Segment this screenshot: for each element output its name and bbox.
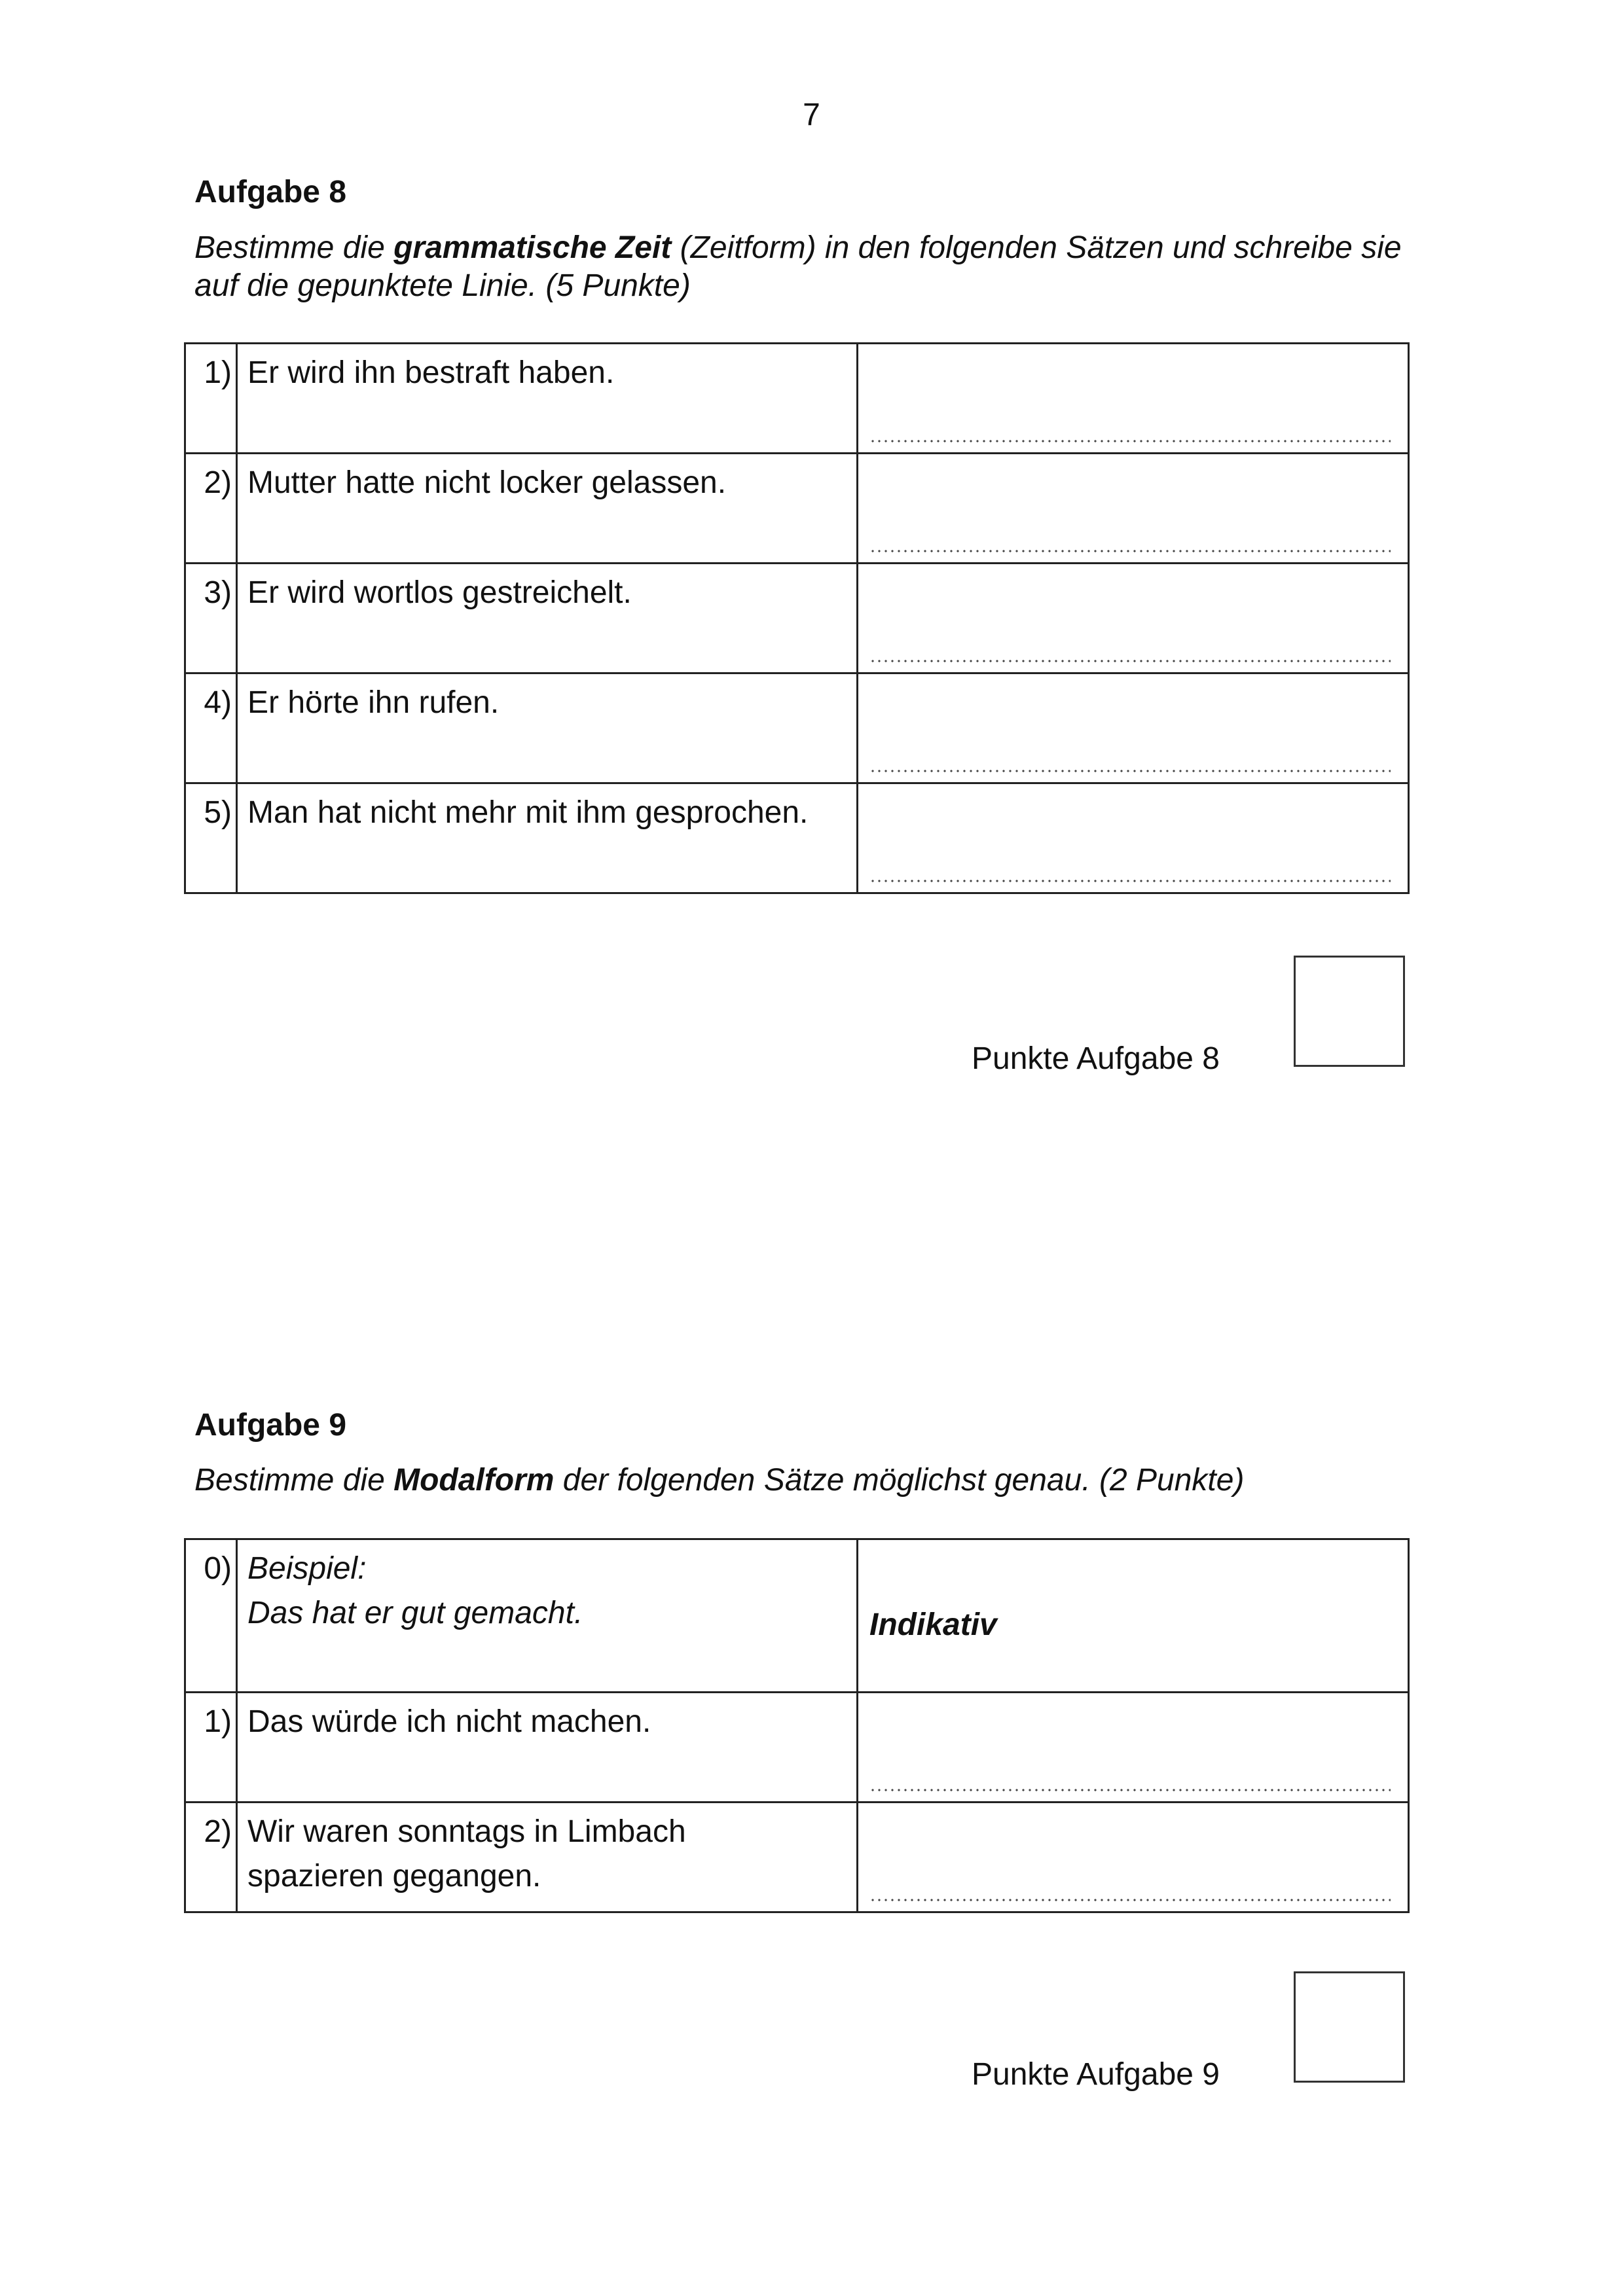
table-row — [185, 1693, 1409, 1803]
row-number: 0) — [185, 1539, 237, 1693]
example-label: Beispiel: — [247, 1551, 367, 1586]
answer-field[interactable] — [858, 454, 1409, 564]
page-number: 7 — [803, 98, 820, 132]
answer-field[interactable] — [858, 344, 1409, 454]
task8-instruction-bold: grammatische Zeit — [393, 230, 672, 265]
example-row — [185, 1539, 1409, 1693]
answer-field[interactable] — [858, 1693, 1409, 1803]
table-row — [185, 344, 1409, 454]
answer-field[interactable] — [858, 564, 1409, 673]
task8-instruction — [194, 229, 1438, 305]
answer-field[interactable] — [858, 783, 1409, 893]
task8-table — [184, 342, 1410, 894]
sentence: Er hörte ihn rufen. — [237, 673, 858, 783]
task9-table — [184, 1538, 1410, 1913]
task8-heading: Aufgabe 8 — [194, 175, 347, 209]
sentence: Er wird ihn bestraft haben. — [237, 344, 858, 454]
task9-points-label: Punkte Aufgabe 9 — [972, 2057, 1220, 2092]
sentence — [237, 1803, 858, 1912]
dotted-answer-line — [869, 549, 1391, 553]
row-number: 5) — [185, 783, 237, 893]
task8-points-label: Punkte Aufgabe 8 — [972, 1041, 1220, 1076]
task8-points-box[interactable] — [1294, 956, 1405, 1067]
row-number: 2) — [185, 454, 237, 564]
dotted-answer-line — [869, 769, 1391, 773]
task9-instruction-text-before: Bestimme die — [194, 1463, 394, 1498]
dotted-answer-line — [869, 1788, 1391, 1792]
row-number: 4) — [185, 673, 237, 783]
task9-instruction-text-after: der folgenden Sätze möglichst genau. (2 Punkte) — [554, 1463, 1245, 1498]
answer-field[interactable] — [858, 673, 1409, 783]
sentence: Das würde ich nicht machen. — [237, 1693, 858, 1803]
row-number: 3) — [185, 564, 237, 673]
answer-field[interactable] — [858, 1803, 1409, 1912]
row-number: 2) — [185, 1803, 237, 1912]
table-row — [185, 454, 1409, 564]
task8-instruction-text-after: (Zeitform) in den folgenden Sätzen und schreibe sie auf die gepunktete Linie. (5 Punkte) — [194, 230, 1402, 303]
example-answer-cell — [858, 1539, 1409, 1693]
task9-heading: Aufgabe 9 — [194, 1408, 347, 1443]
table-row — [185, 564, 1409, 673]
example-answer: Indikativ — [869, 1607, 997, 1642]
task8-instruction-text-before: Bestimme die — [194, 230, 394, 265]
task9-points-box[interactable] — [1294, 1971, 1405, 2083]
task9-instruction-bold: Modalform — [393, 1463, 555, 1498]
example-sentence — [237, 1539, 858, 1693]
sentence-line: spazieren gegangen. — [247, 1859, 541, 1893]
dotted-answer-line — [869, 659, 1391, 663]
dotted-answer-line — [869, 1898, 1391, 1902]
sentence: Er wird wortlos gestreichelt. — [237, 564, 858, 673]
row-number: 1) — [185, 344, 237, 454]
sentence: Mutter hatte nicht locker gelassen. — [237, 454, 858, 564]
sentence-line: Wir waren sonntags in Limbach — [247, 1814, 686, 1849]
sentence: Man hat nicht mehr mit ihm gesprochen. — [237, 783, 858, 893]
task9-instruction — [194, 1462, 1438, 1499]
example-text: Das hat er gut gemacht. — [247, 1596, 583, 1630]
dotted-answer-line — [869, 879, 1391, 883]
row-number: 1) — [185, 1693, 237, 1803]
table-row — [185, 783, 1409, 893]
table-row — [185, 1803, 1409, 1912]
dotted-answer-line — [869, 439, 1391, 443]
table-row — [185, 673, 1409, 783]
